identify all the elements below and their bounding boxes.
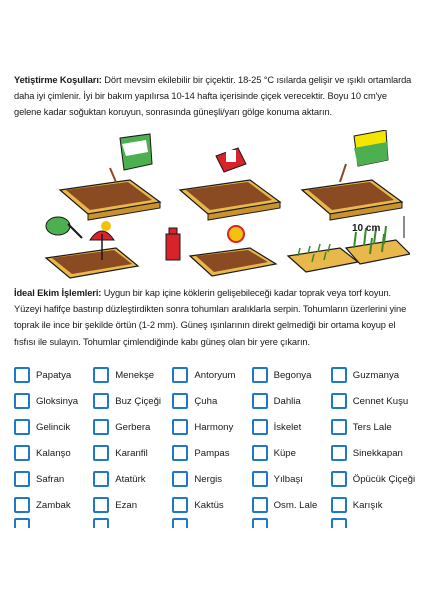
sowing-steps-paragraph — [14, 285, 412, 350]
checklist-item[interactable] — [93, 445, 172, 461]
checklist-item[interactable] — [14, 393, 93, 409]
tray-watering — [46, 248, 138, 278]
checklist-item[interactable] — [93, 419, 172, 435]
checklist-item[interactable] — [252, 497, 331, 513]
tray-with-soil-1 — [60, 180, 160, 220]
checklist-item[interactable] — [252, 471, 331, 487]
checklist-item[interactable] — [252, 419, 331, 435]
checklist-item[interactable] — [14, 471, 93, 487]
checkbox[interactable] — [331, 419, 347, 435]
checklist-label: Papatya — [36, 369, 72, 381]
checkbox — [252, 518, 268, 528]
checklist-item[interactable] — [14, 445, 93, 461]
checkbox[interactable] — [172, 393, 188, 409]
checklist-item[interactable] — [172, 393, 251, 409]
checklist-item[interactable] — [14, 497, 93, 513]
checklist-label: Gloksinya — [36, 395, 79, 407]
checkbox[interactable] — [172, 445, 188, 461]
checkbox[interactable] — [252, 497, 268, 513]
tray-sprouting — [190, 248, 276, 276]
checkbox[interactable] — [252, 393, 268, 409]
checklist-row — [14, 466, 416, 492]
tray-with-seeds — [180, 180, 280, 220]
checklist-row — [14, 388, 410, 414]
growing-conditions-title: Yetiştirme Koşulları: — [14, 75, 102, 85]
checklist-label: Safran — [36, 473, 65, 485]
checklist-item[interactable] — [93, 497, 172, 513]
checklist-item-partial — [14, 518, 93, 528]
checklist-item[interactable] — [172, 367, 251, 383]
checklist-item[interactable] — [172, 471, 251, 487]
checklist-label: Menekşe — [115, 369, 155, 381]
checklist-label: Öpücük Çiçeği — [352, 473, 416, 485]
checkbox[interactable] — [14, 445, 30, 461]
checkbox[interactable] — [331, 393, 347, 409]
checkbox[interactable] — [331, 445, 347, 461]
checkbox[interactable] — [252, 367, 268, 383]
checklist-row — [14, 414, 410, 440]
checklist-label: Ezan — [115, 499, 138, 511]
checkbox[interactable] — [252, 445, 268, 461]
checklist-row — [14, 362, 410, 388]
checkbox[interactable] — [14, 497, 30, 513]
sowing-steps-title: İdeal Ekim İşlemleri: — [14, 288, 102, 298]
checklist-item-partial — [172, 518, 251, 528]
growing-conditions-text: Dört mevsim ekilebilir bir çiçektir. 18-25 °C ısılarda gelişir ve ışıklı ortamlarda daha iyi çimlenir. İyi bir bakım yapılırsa 10-14 hafta içerisinde çiçek verecektir. Boyu 10 cm'ye gelene kadar soğuktan koruyun, sonrasında güneşli/yarı gölge konuma aktarın. — [14, 75, 412, 118]
checklist-item[interactable] — [252, 393, 331, 409]
checklist-label: Antoryum — [194, 369, 236, 381]
checkbox — [331, 518, 347, 528]
sowing-steps-text: Uygun bir kap içine köklerin gelişebileceği kadar toprak veya torf koyun. Yüzeyi hafifçe bastırıp düzleştirdikten sonra tohumları aralıklarla serpin. Tohumların üzerlerini yine toprak ile ince bir şekilde örtün (1-2 mm). Güneş ışınlarının direkt gelmediği bir ortama koyup el fısfısı ile sulayın. Tohumlar çimlendiğinde kabı güneş olan bir yere çıkarın. — [14, 288, 407, 347]
checkbox[interactable] — [93, 419, 109, 435]
hand-sowing-icon — [216, 148, 246, 172]
checklist-item[interactable] — [172, 419, 251, 435]
checklist-label: Yılbaşı — [273, 473, 303, 485]
checklist-label: Sinekkapan — [352, 447, 403, 459]
checklist-item[interactable] — [331, 393, 410, 409]
checklist-item[interactable] — [331, 419, 410, 435]
planting-steps-illustration — [40, 130, 410, 280]
checkbox[interactable] — [172, 419, 188, 435]
checklist-label: Buz Çiçeği — [115, 395, 162, 407]
checkbox[interactable] — [93, 445, 109, 461]
checkbox[interactable] — [93, 471, 109, 487]
checklist-item[interactable] — [331, 497, 410, 513]
checklist-item[interactable] — [331, 445, 410, 461]
checklist-item[interactable] — [172, 497, 251, 513]
checklist-label: Guzmanya — [352, 369, 400, 381]
checklist-label: İskelet — [273, 421, 302, 433]
checkbox[interactable] — [93, 497, 109, 513]
checklist-label: Kalanşo — [36, 447, 71, 459]
growing-conditions-paragraph — [14, 72, 412, 121]
checkbox[interactable] — [331, 367, 347, 383]
checklist-label: Zambak — [36, 499, 71, 511]
tray-covered — [302, 180, 402, 220]
checklist-item[interactable] — [252, 445, 331, 461]
checklist-item-partial — [331, 518, 410, 528]
checklist-item-partial — [252, 518, 331, 528]
checkbox — [172, 518, 188, 528]
checklist-label: Kaktüs — [194, 499, 224, 511]
checklist-label: Atatürk — [115, 473, 146, 485]
checkbox[interactable] — [14, 471, 30, 487]
checklist-label: Karanfil — [115, 447, 148, 459]
checkbox[interactable] — [14, 367, 30, 383]
checkbox[interactable] — [331, 471, 347, 487]
checkbox — [14, 518, 30, 528]
seed-packet-yellow-green — [354, 130, 388, 166]
checklist-item-partial — [93, 518, 172, 528]
checklist-row-cut — [14, 518, 410, 528]
checklist-label: Karışık — [352, 499, 383, 511]
checkbox[interactable] — [14, 393, 30, 409]
checklist-item[interactable] — [331, 471, 416, 487]
seed-packet-green — [120, 134, 152, 170]
checklist-row — [14, 440, 410, 466]
checklist-label: Ters Lale — [352, 421, 392, 433]
checklist-item[interactable] — [93, 471, 172, 487]
checklist-item[interactable] — [93, 367, 172, 383]
checkbox[interactable] — [14, 419, 30, 435]
checklist-item[interactable] — [14, 419, 93, 435]
flower-checklist — [14, 362, 416, 528]
checklist-item[interactable] — [93, 393, 172, 409]
checklist-label: Pampas — [194, 447, 230, 459]
checkbox[interactable] — [93, 393, 109, 409]
checklist-label: Nergis — [194, 473, 223, 485]
checkbox[interactable] — [93, 367, 109, 383]
checkbox — [93, 518, 109, 528]
spray-bottle-icon — [166, 228, 180, 260]
checklist-label: Dahlia — [273, 395, 301, 407]
checklist-label: Osm. Lale — [273, 499, 318, 511]
checklist-label: Harmony — [194, 421, 234, 433]
checklist-item[interactable] — [331, 367, 410, 383]
checklist-label: Gerbera — [115, 421, 151, 433]
checklist-label: Cennet Kuşu — [352, 395, 409, 407]
checkbox[interactable] — [172, 367, 188, 383]
checkbox[interactable] — [252, 471, 268, 487]
checkbox[interactable] — [331, 497, 347, 513]
checklist-label: Begonya — [273, 369, 312, 381]
checkbox[interactable] — [172, 471, 188, 487]
height-label: 10 cm — [352, 223, 381, 234]
checklist-label: Küpe — [273, 447, 296, 459]
checklist-item[interactable] — [252, 367, 331, 383]
checklist-item[interactable] — [14, 367, 93, 383]
checklist-row — [14, 492, 410, 518]
sun-icon — [228, 226, 244, 242]
checkbox[interactable] — [172, 497, 188, 513]
checklist-label: Çuha — [194, 395, 218, 407]
watering-can-icon — [46, 217, 82, 238]
checklist-label: Gelincik — [36, 421, 71, 433]
checkbox[interactable] — [252, 419, 268, 435]
checklist-item[interactable] — [172, 445, 251, 461]
